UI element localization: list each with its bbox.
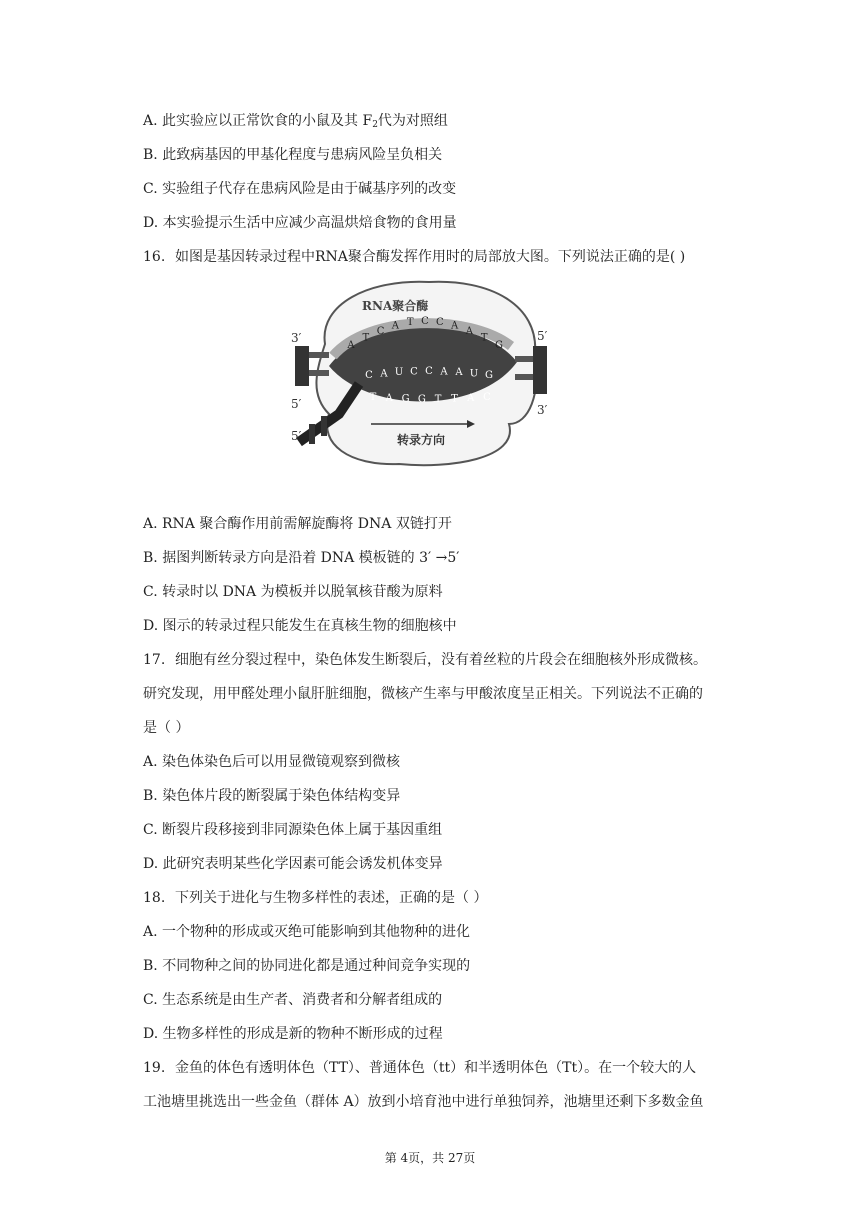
q18-option-b: B. 不同物种之间的协同进化都是通过种间竞争实现的 xyxy=(143,958,471,974)
top-base-letter: A xyxy=(347,340,355,351)
bottom-base-letter: T xyxy=(451,393,458,405)
end-label-left-bottom: 5′ xyxy=(291,429,302,443)
right-helix-end xyxy=(533,346,547,394)
q18-option-c: C. 生态系统是由生产者、消费者和分解者组成的 xyxy=(143,992,443,1008)
q19-stem-text: 金鱼的体色有透明体色（TT）、普通体色（tt）和半透明体色（Tt）。在一个较大的人 xyxy=(175,1060,697,1076)
mid-base-letter: A xyxy=(455,367,463,379)
top-base-letter: C xyxy=(421,316,429,327)
mid-base-letter: U xyxy=(469,368,479,380)
q15-option-b: B. 此致病基因的甲基化程度与患病风险呈负相关 xyxy=(143,147,443,163)
top-base-letter: A xyxy=(391,320,400,332)
direction-label: 转录方向 xyxy=(397,433,446,447)
q19-stem-line1 xyxy=(143,1058,696,1078)
enzyme-label: RNA聚合酶 xyxy=(362,299,429,313)
q18-option-a: A. 一个物种的形成或灭绝可能影响到其他物种的进化 xyxy=(143,924,471,940)
q18-stem-text: 下列关于进化与生物多样性的表述，正确的是（ ） xyxy=(175,890,488,906)
q16-number: 16. xyxy=(143,249,166,265)
q17-option-d: D. 此研究表明某些化学因素可能会诱发机体变异 xyxy=(143,856,443,872)
q18-option-d: D. 生物多样性的形成是新的物种不断形成的过程 xyxy=(143,1026,443,1042)
mid-base-letter: C xyxy=(365,370,373,381)
bottom-base-letter: T xyxy=(369,392,377,403)
bottom-base-letter: A xyxy=(467,392,475,404)
end-label-left-top: 3′ xyxy=(291,331,302,345)
transcription-figure xyxy=(289,274,551,474)
end-label-left-mid: 5′ xyxy=(291,397,302,411)
q15-option-a xyxy=(143,111,448,135)
q15-option-a-subscript: 2 xyxy=(372,120,378,130)
q17-option-c: C. 断裂片段移接到非同源染色体上属于基因重组 xyxy=(143,822,443,838)
q15-option-d: D. 本实验提示生活中应减少高温烘焙食物的食用量 xyxy=(143,215,457,231)
q16-option-d: D. 图示的转录过程只能发生在真核生物的细胞核中 xyxy=(143,618,457,634)
q16-option-c: C. 转录时以 DNA 为模板并以脱氧核苷酸为原料 xyxy=(143,584,443,600)
mid-base-letter: A xyxy=(440,366,448,378)
q16-stem xyxy=(143,247,685,267)
top-base-letter: T xyxy=(406,317,414,329)
page-footer: 第 4页，共 27页 xyxy=(384,1151,476,1165)
top-base-letter: G xyxy=(495,340,503,351)
q15-option-a-prefix: A. 此实验应以正常饮食的小鼠及其 F xyxy=(143,113,373,129)
bottom-base-letter: G xyxy=(401,393,410,405)
q15-option-a-suffix: 代为对照组 xyxy=(377,113,448,129)
end-label-right-bottom: 3′ xyxy=(537,403,548,417)
q15-option-c: C. 实验组子代存在患病风险是由于碱基序列的改变 xyxy=(143,181,457,197)
q18-number: 18. xyxy=(143,890,166,906)
mid-base-letter: U xyxy=(394,367,404,379)
q17-stem-line2: 研究发现，用甲醛处理小鼠肝脏细胞，微核产生率与甲酸浓度呈正相关。下列说法不正确的 xyxy=(143,686,703,702)
bottom-base-letter: G xyxy=(417,393,426,405)
q17-option-b: B. 染色体片段的断裂属于染色体结构变异 xyxy=(143,788,401,804)
top-base-letter: A xyxy=(465,325,474,337)
bottom-base-letter: T xyxy=(434,393,442,405)
q17-stem-line3: 是（ ） xyxy=(143,720,190,736)
q19-number: 19. xyxy=(143,1060,166,1076)
mid-base-letter: C xyxy=(425,366,433,377)
left-helix-end xyxy=(295,346,309,386)
top-base-letter: T xyxy=(480,332,488,344)
q17-stem-line1 xyxy=(143,650,707,670)
q17-number: 17. xyxy=(143,652,166,668)
q17-option-a: A. 染色体染色后可以用显微镜观察到微核 xyxy=(143,754,401,770)
q16-stem-text: 如图是基因转录过程中RNA聚合酶发挥作用时的局部放大图。下列说法正确的是( ) xyxy=(175,249,686,265)
bottom-base-letter: A xyxy=(385,392,393,404)
q16-option-a: A. RNA 聚合酶作用前需解旋酶将 DNA 双链打开 xyxy=(143,516,452,532)
q19-stem-line2: 工池塘里挑选出一些金鱼（群体 A）放到小培育池中进行单独饲养，池塘里还剩下多数金鱼 xyxy=(143,1094,704,1110)
q18-stem xyxy=(143,888,487,908)
mid-base-letter: C xyxy=(410,366,418,378)
q17-stem-text: 细胞有丝分裂过程中，染色体发生断裂后，没有着丝粒的片段会在细胞核外形成微核。 xyxy=(175,652,707,668)
bottom-base-letter: C xyxy=(483,392,491,403)
top-base-letter: C xyxy=(435,317,444,329)
end-label-right-top: 5′ xyxy=(537,329,548,343)
top-base-letter: A xyxy=(450,320,459,332)
top-base-letter: T xyxy=(362,332,370,344)
top-base-letter: C xyxy=(376,325,385,337)
q16-option-b: B. 据图判断转录方向是沿着 DNA 模板链的 3′ →5′ xyxy=(143,550,460,566)
mid-base-letter: G xyxy=(485,370,493,381)
mid-base-letter: A xyxy=(380,368,388,380)
